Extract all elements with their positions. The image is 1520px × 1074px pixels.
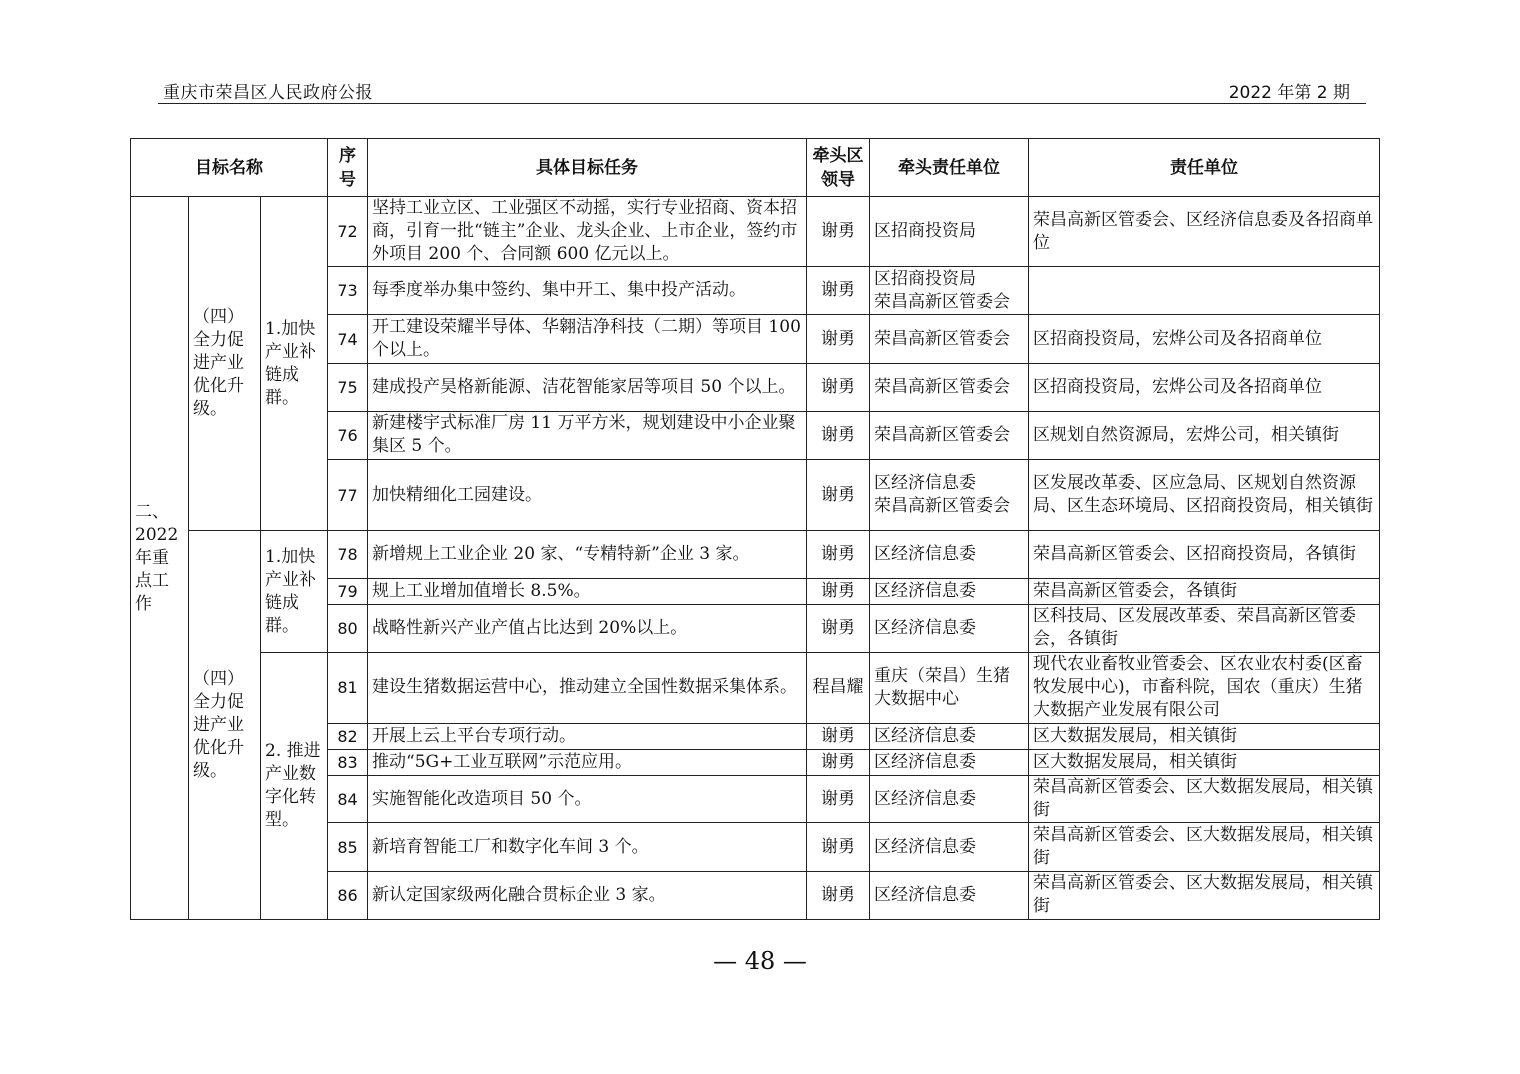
header-lead-unit: 牵头责任单位 xyxy=(870,139,1029,197)
seq-cell: 85 xyxy=(328,823,368,871)
lead-unit-cell: 区经济信息委 xyxy=(870,823,1029,871)
seq-cell: 86 xyxy=(328,871,368,919)
leader-cell: 谢勇 xyxy=(807,750,870,776)
lead-unit-cell: 区经济信息委 荣昌高新区管委会 xyxy=(870,460,1029,531)
leader-cell: 程昌耀 xyxy=(807,652,870,723)
goals-table xyxy=(130,138,1380,920)
task-cell: 开工建设荣耀半导体、华翱洁净科技（二期）等项目 100 个以上。 xyxy=(368,315,807,363)
header-task: 具体目标任务 xyxy=(368,139,807,197)
task-cell: 建成投产昊格新能源、洁花智能家居等项目 50 个以上。 xyxy=(368,363,807,411)
resp-unit-cell: 荣昌高新区管委会、区大数据发展局，相关镇街 xyxy=(1029,776,1380,823)
task-cell: 新增规上工业企业 20 家、“专精特新”企业 3 家。 xyxy=(368,531,807,578)
task-cell: 战略性新兴产业产值占比达到 20%以上。 xyxy=(368,604,807,652)
lead-unit-cell: 区经济信息委 xyxy=(870,871,1029,919)
lead-unit-cell: 区经济信息委 xyxy=(870,604,1029,652)
header-resp-unit: 责任单位 xyxy=(1029,139,1380,197)
task-cell: 新建楼宇式标准厂房 11 万平方米，规划建设中小企业聚集区 5 个。 xyxy=(368,411,807,459)
resp-unit-cell: 荣昌高新区管委会、区大数据发展局，相关镇街 xyxy=(1029,823,1380,871)
resp-unit-cell: 区规划自然资源局，宏烨公司，相关镇街 xyxy=(1029,411,1380,459)
task-cell: 新培育智能工厂和数字化车间 3 个。 xyxy=(368,823,807,871)
resp-unit-cell: 荣昌高新区管委会、区大数据发展局，相关镇街 xyxy=(1029,871,1380,919)
leader-cell: 谢勇 xyxy=(807,411,870,459)
category-level3: 1.加快产业补链成群。 xyxy=(261,197,328,531)
table-header-row xyxy=(131,139,1380,197)
leader-cell: 谢勇 xyxy=(807,578,870,604)
task-cell: 坚持工业立区、工业强区不动摇，实行专业招商、资本招商，引育一批“链主”企业、龙头企业、上市企业，签约市外项目 200 个、合同额 600 亿元以上。 xyxy=(368,197,807,267)
lead-unit-cell: 区经济信息委 xyxy=(870,578,1029,604)
leader-cell: 谢勇 xyxy=(807,197,870,267)
header-leader: 牵头区领导 xyxy=(807,139,870,197)
seq-cell: 84 xyxy=(328,776,368,823)
leader-cell: 谢勇 xyxy=(807,823,870,871)
leader-cell: 谢勇 xyxy=(807,724,870,750)
seq-cell: 83 xyxy=(328,750,368,776)
task-cell: 新认定国家级两化融合贯标企业 3 家。 xyxy=(368,871,807,919)
task-cell: 推动“5G+工业互联网”示范应用。 xyxy=(368,750,807,776)
lead-unit-cell: 区招商投资局 荣昌高新区管委会 xyxy=(870,267,1029,315)
header-seq: 序号 xyxy=(328,139,368,197)
resp-unit-cell: 区科技局、区发展改革委、荣昌高新区管委会，各镇街 xyxy=(1029,604,1380,652)
lead-unit-cell: 区经济信息委 xyxy=(870,750,1029,776)
lead-unit-cell: 荣昌高新区管委会 xyxy=(870,411,1029,459)
header-goal-name: 目标名称 xyxy=(131,139,328,197)
lead-unit-cell: 重庆（荣昌）生猪大数据中心 xyxy=(870,652,1029,723)
category-level3: 2. 推进产业数字化转型。 xyxy=(261,652,328,919)
resp-unit-cell xyxy=(1029,267,1380,315)
seq-cell: 81 xyxy=(328,652,368,723)
leader-cell: 谢勇 xyxy=(807,871,870,919)
bulletin-title: 重庆市荣昌区人民政府公报 xyxy=(163,83,373,103)
resp-unit-cell: 荣昌高新区管委会，各镇街 xyxy=(1029,578,1380,604)
leader-cell: 谢勇 xyxy=(807,267,870,315)
lead-unit-cell: 荣昌高新区管委会 xyxy=(870,363,1029,411)
resp-unit-cell: 区发展改革委、区应急局、区规划自然资源局、区生态环境局、区招商投资局，相关镇街 xyxy=(1029,460,1380,531)
category-level2: （四）全力促进产业优化升级。 xyxy=(189,531,261,920)
seq-cell: 79 xyxy=(328,578,368,604)
seq-cell: 80 xyxy=(328,604,368,652)
leader-cell: 谢勇 xyxy=(807,776,870,823)
seq-cell: 75 xyxy=(328,363,368,411)
resp-unit-cell: 区招商投资局，宏烨公司及各招商单位 xyxy=(1029,363,1380,411)
page-number: — 48 — xyxy=(713,947,807,975)
resp-unit-cell: 荣昌高新区管委会、区招商投资局，各镇街 xyxy=(1029,531,1380,578)
task-cell: 规上工业增加值增长 8.5%。 xyxy=(368,578,807,604)
lead-unit-cell: 区经济信息委 xyxy=(870,531,1029,578)
seq-cell: 77 xyxy=(328,460,368,531)
resp-unit-cell: 现代农业畜牧业管委会、区农业农村委(区畜牧发展中心)，市畜科院，国农（重庆）生猪大数据产业发展有限公司 xyxy=(1029,652,1380,723)
seq-cell: 72 xyxy=(328,197,368,267)
leader-cell: 谢勇 xyxy=(807,460,870,531)
category-level3: 1.加快产业补链成群。 xyxy=(261,531,328,652)
seq-cell: 78 xyxy=(328,531,368,578)
lead-unit-cell: 区经济信息委 xyxy=(870,776,1029,823)
seq-cell: 82 xyxy=(328,724,368,750)
resp-unit-cell: 区大数据发展局，相关镇街 xyxy=(1029,724,1380,750)
lead-unit-cell: 荣昌高新区管委会 xyxy=(870,315,1029,363)
task-cell: 开展上云上平台专项行动。 xyxy=(368,724,807,750)
lead-unit-cell: 区经济信息委 xyxy=(870,724,1029,750)
leader-cell: 谢勇 xyxy=(807,531,870,578)
table-row xyxy=(131,197,1380,267)
task-cell: 每季度举办集中签约、集中开工、集中投产活动。 xyxy=(368,267,807,315)
leader-cell: 谢勇 xyxy=(807,604,870,652)
task-cell: 加快精细化工园建设。 xyxy=(368,460,807,531)
resp-unit-cell: 区大数据发展局，相关镇街 xyxy=(1029,750,1380,776)
table-row xyxy=(131,652,1380,723)
lead-unit-cell: 区招商投资局 xyxy=(870,197,1029,267)
header-divider xyxy=(158,103,1366,104)
leader-cell: 谢勇 xyxy=(807,315,870,363)
category-level2: （四）全力促进产业优化升级。 xyxy=(189,197,261,531)
leader-cell: 谢勇 xyxy=(807,363,870,411)
issue-number: 2022 年第 2 期 xyxy=(1228,83,1350,103)
task-cell: 实施智能化改造项目 50 个。 xyxy=(368,776,807,823)
resp-unit-cell: 区招商投资局，宏烨公司及各招商单位 xyxy=(1029,315,1380,363)
task-cell: 建设生猪数据运营中心，推动建立全国性数据采集体系。 xyxy=(368,652,807,723)
seq-cell: 73 xyxy=(328,267,368,315)
resp-unit-cell: 荣昌高新区管委会、区经济信息委及各招商单位 xyxy=(1029,197,1380,267)
seq-cell: 74 xyxy=(328,315,368,363)
category-level1: 二、2022年重点工作 xyxy=(131,197,189,920)
table-row xyxy=(131,531,1380,578)
seq-cell: 76 xyxy=(328,411,368,459)
